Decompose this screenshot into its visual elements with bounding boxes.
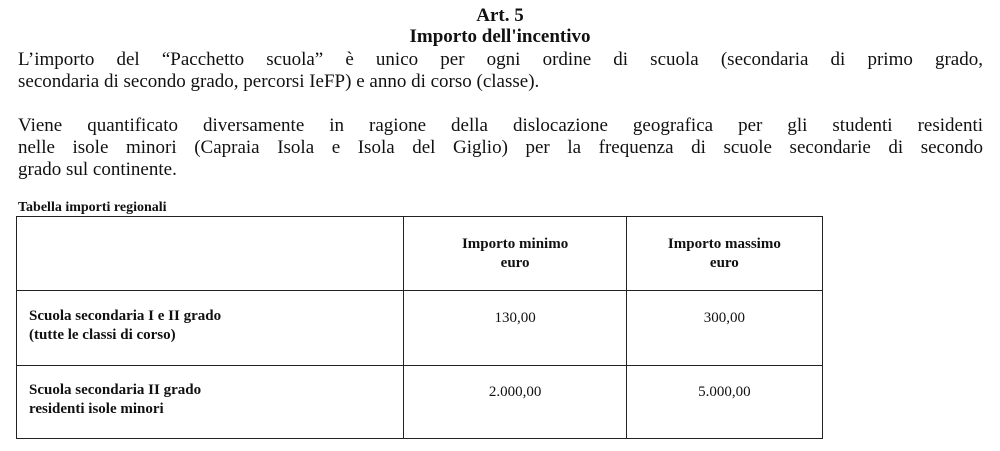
table-caption: Tabella importi regionali (18, 200, 167, 215)
min-value-cell (404, 291, 626, 366)
paragraph-line: grado sul continente. (18, 159, 177, 180)
article-number: Art. 5 (476, 5, 524, 26)
article-title: Importo dell'incentivo (409, 26, 591, 47)
header-max-label: Importo massimo (667, 235, 781, 252)
header-min-unit: euro (500, 254, 530, 271)
min-value: 2.000,00 (488, 383, 542, 400)
paragraph-amount-unique (18, 49, 983, 93)
paragraph-line: secondaria di secondo grado, percorsi IeFP) e anno di corso (classe). (18, 71, 540, 92)
paragraph-line: Viene quantificato diversamente in ragione della dislocazione geografica per gli studenti residenti (18, 115, 983, 136)
min-value-cell (404, 366, 626, 439)
table-row (17, 291, 823, 366)
row-label-line: (tutte le classi di corso) (29, 327, 176, 343)
max-value-cell (626, 291, 822, 366)
min-value: 130,00 (494, 309, 536, 326)
max-value-cell (626, 366, 822, 439)
header-cell-max (626, 217, 822, 291)
header-cell-min (404, 217, 626, 291)
row-label-line: Scuola secondaria I e II grado (29, 308, 222, 324)
header-max-unit: euro (709, 254, 739, 271)
table-header-row (17, 217, 823, 291)
table-row (17, 366, 823, 439)
paragraph-islands (18, 115, 983, 181)
header-min-label: Importo minimo (461, 235, 569, 252)
max-value: 300,00 (703, 309, 745, 326)
row-label-cell (17, 291, 404, 366)
paragraph-line: L’importo del “Pacchetto scuola” è unico per ogni ordine di scuola (secondaria di primo grado, (18, 49, 983, 70)
paragraph-line: nelle isole minori (Capraia Isola e Isola del Giglio) per la frequenza di scuole secondarie di secondo (18, 137, 983, 158)
row-label-line: residenti isole minori (29, 401, 164, 417)
row-label-cell (17, 366, 404, 439)
header-cell-empty (17, 217, 404, 291)
row-label-line: Scuola secondaria II grado (29, 382, 202, 398)
amounts-table (16, 216, 823, 439)
max-value: 5.000,00 (698, 383, 751, 400)
